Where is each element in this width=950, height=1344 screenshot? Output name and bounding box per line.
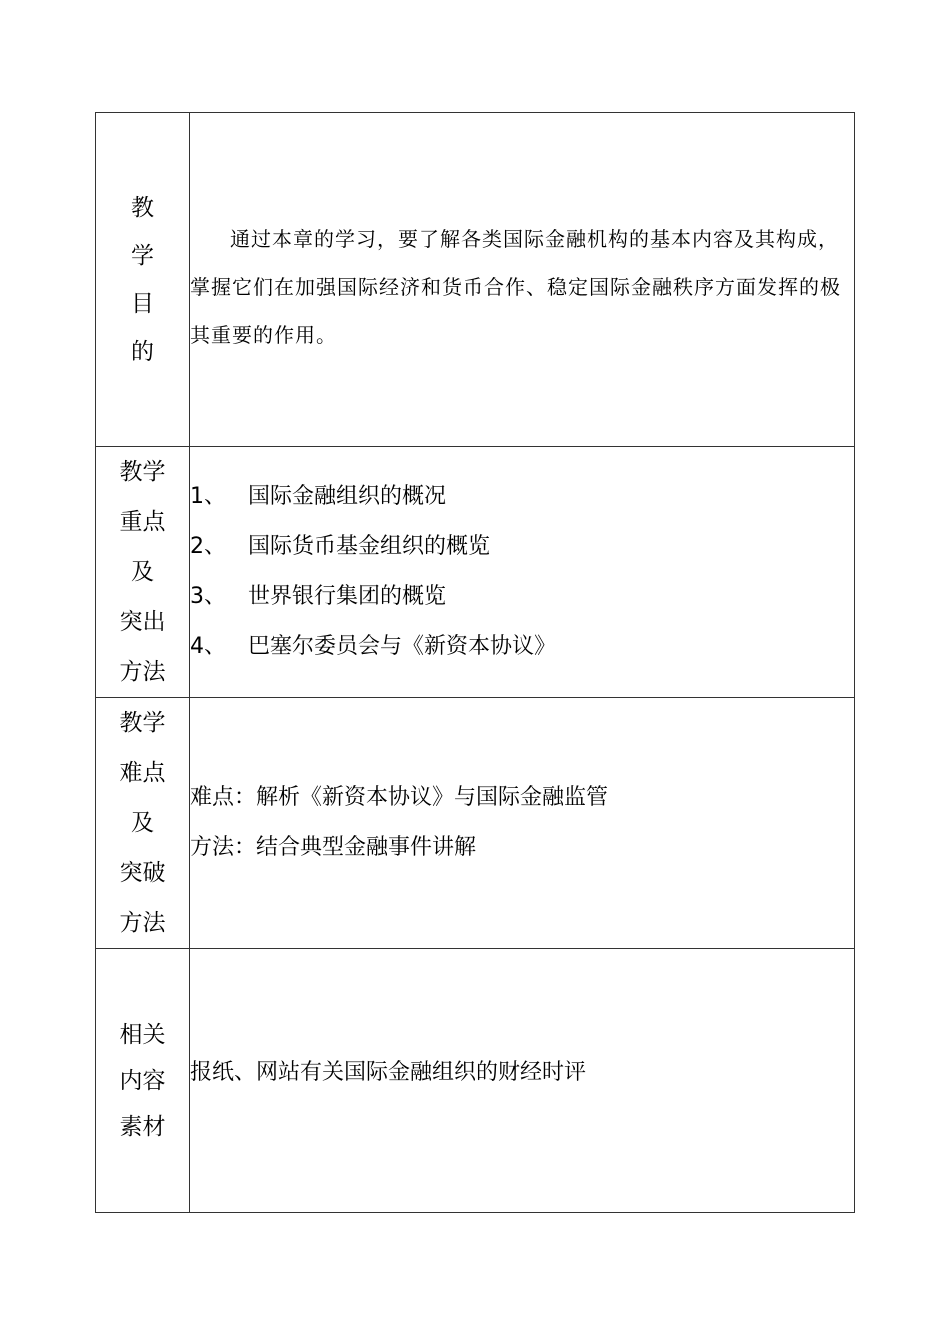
row-content-key-points bbox=[190, 447, 855, 698]
item-text: 世界银行集团的概览 bbox=[248, 584, 447, 609]
table-row-teaching-objective bbox=[96, 113, 855, 447]
row-content-difficulties bbox=[190, 698, 855, 949]
materials-text: 报纸、网站有关国际金融组织的财经时评 bbox=[190, 1059, 587, 1085]
table-row-key-points bbox=[96, 447, 855, 698]
list-item bbox=[190, 522, 854, 572]
item-number: 2、 bbox=[190, 534, 226, 559]
label-line: 及 bbox=[131, 810, 154, 836]
row-label-difficulties bbox=[96, 698, 190, 949]
label-line: 的 bbox=[131, 338, 154, 365]
method-line: 方法：结合典型金融事件讲解 bbox=[190, 835, 477, 860]
row-content-objective bbox=[190, 113, 855, 447]
label-line: 教学 bbox=[119, 459, 166, 485]
item-number: 1、 bbox=[190, 484, 226, 509]
row-content-materials bbox=[190, 949, 855, 1213]
label-line: 重点 bbox=[119, 509, 166, 535]
item-text: 国际货币基金组织的概览 bbox=[248, 534, 491, 559]
row-label-materials bbox=[96, 949, 190, 1213]
row-label-key-points bbox=[96, 447, 190, 698]
list-item bbox=[190, 572, 854, 622]
table-row-materials bbox=[96, 949, 855, 1213]
item-text: 国际金融组织的概况 bbox=[248, 484, 447, 509]
objective-paragraph: 通过本章的学习，要了解各类国际金融机构的基本内容及其构成，掌握它们在加强国际经济和货币合作、稳定国际金融秩序方面发挥的极其重要的作用。 bbox=[190, 226, 841, 347]
table-row-difficulties bbox=[96, 698, 855, 949]
item-number: 4、 bbox=[190, 634, 226, 659]
label-line: 方法 bbox=[119, 910, 166, 936]
item-number: 3、 bbox=[190, 584, 226, 609]
label-line: 教 bbox=[131, 194, 154, 221]
label-line: 内容 bbox=[119, 1067, 166, 1094]
label-line: 教学 bbox=[119, 710, 166, 736]
label-line: 突破 bbox=[119, 860, 166, 886]
label-line: 学 bbox=[131, 242, 154, 269]
list-item bbox=[190, 472, 854, 522]
label-line: 方法 bbox=[119, 659, 166, 685]
list-item bbox=[190, 622, 854, 672]
item-text: 巴塞尔委员会与《新资本协议》 bbox=[248, 634, 557, 659]
label-line: 相关 bbox=[119, 1021, 166, 1048]
teaching-plan-table bbox=[95, 112, 855, 1213]
row-label-objective bbox=[96, 113, 190, 447]
difficulty-line: 难点：解析《新资本协议》与国际金融监管 bbox=[190, 785, 609, 810]
label-line: 及 bbox=[131, 559, 154, 585]
label-line: 突出 bbox=[119, 609, 166, 635]
label-line: 难点 bbox=[119, 760, 166, 786]
label-line: 素材 bbox=[119, 1113, 166, 1140]
label-line: 目 bbox=[131, 290, 154, 317]
key-points-list bbox=[190, 472, 854, 672]
